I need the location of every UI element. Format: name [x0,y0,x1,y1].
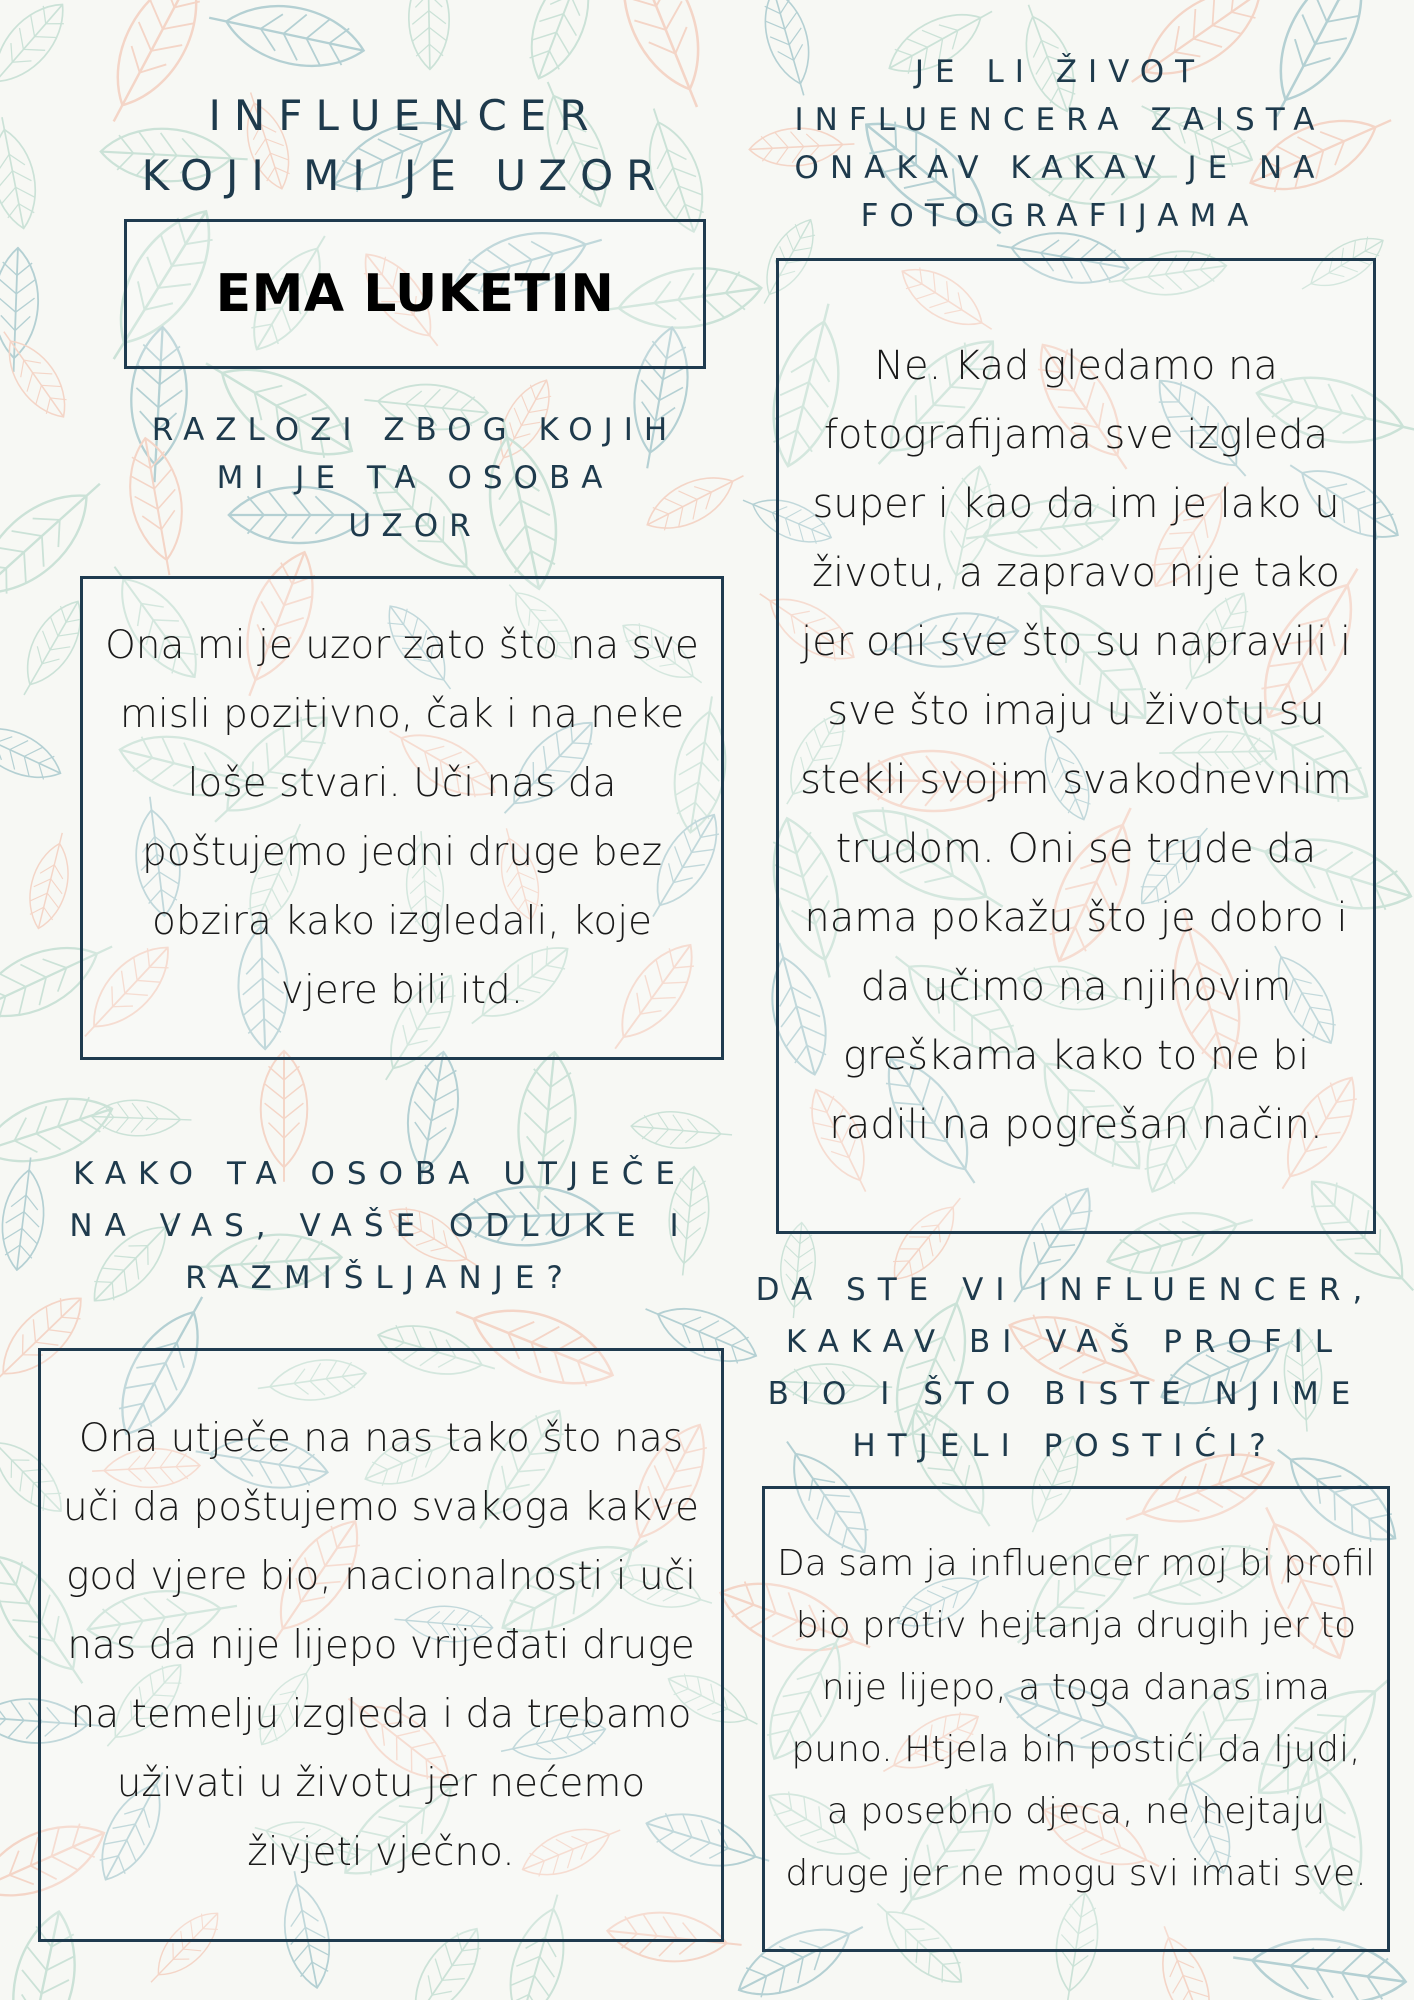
leaf-decoration [0,321,79,427]
leaf-decoration [517,0,609,87]
reasons-text: Ona mi je uzor zato što na sve misli pozitivno, čak i na neke loše stvari. Uči nas da poštujemo jedni druge bez obzira kako izgledali, koje vjere bili itd. [105,623,699,1013]
profile-heading: DA STE VI INFLUENCER, KAKAV BI VAŠ PROFIL BIO I ŠTO BISTE NJIME HTJELI POSTIĆI? [755,1272,1375,1464]
influencer-name-box [124,219,706,369]
life-answer-box [776,258,1376,1234]
leaf-decoration [21,829,79,933]
profile-box [762,1486,1390,1952]
leaf-decoration [408,0,450,70]
influencer-name: EMA LUKETIN [215,264,615,324]
influence-box [38,1348,724,1942]
question-life-heading: JE LI ŽIVOT INFLUENCERA ZAISTA ONAKAV KAKAV JE NA FOTOGRAFIJAMA [794,54,1326,234]
profile-text: Da sam ja influencer moj bi profil bio protiv hejtanja drugih jer to nije lijepo, a toga danas ima puno. Htjela bih postići da ljudi, a posebno djeca, ne hejtaju druge jer ne mogu svi imati sve. [777,1543,1375,1894]
influence-heading: KAKO TA OSOBA UTJEČE NA VAS, VAŠE ODLUKE I RAZMIŠLJANJE? [69,1156,691,1296]
leaf-decoration [0,710,69,790]
leaf-decoration [0,113,43,232]
page-title: INFLUENCER KOJI MI JE UZOR [141,91,669,200]
leaf-decoration [630,1108,734,1153]
leaf-decoration [0,0,78,104]
influence-text: Ona utječe na nas tako što nas uči da poštujemo svakoga kakve god vjere bio, nacionalnosti i uči nas da nije lijepo vrijeđati druge na temelju izgleda i da trebamo uživati u životu jer nećemo živjeti vječno. [63,1415,699,1875]
leaf-decoration [203,0,369,78]
reasons-box [80,576,724,1060]
life-answer-text: Ne. Kad gledamo na fotografijama sve izgleda super i kao da im je lako u životu, a zapravo nije tako jer oni sve što su napravili i sve što imaju u životu su stekli svojim svakodnevnim trudom. Oni se trude da nama pokažu što je dobro i da učimo na njihovim greškama kako to ne bi radili na pogrešan način. [800,343,1352,1148]
reasons-heading: RAZLOZI ZBOG KOJIH MI JE TA OSOBA UZOR [151,412,679,544]
